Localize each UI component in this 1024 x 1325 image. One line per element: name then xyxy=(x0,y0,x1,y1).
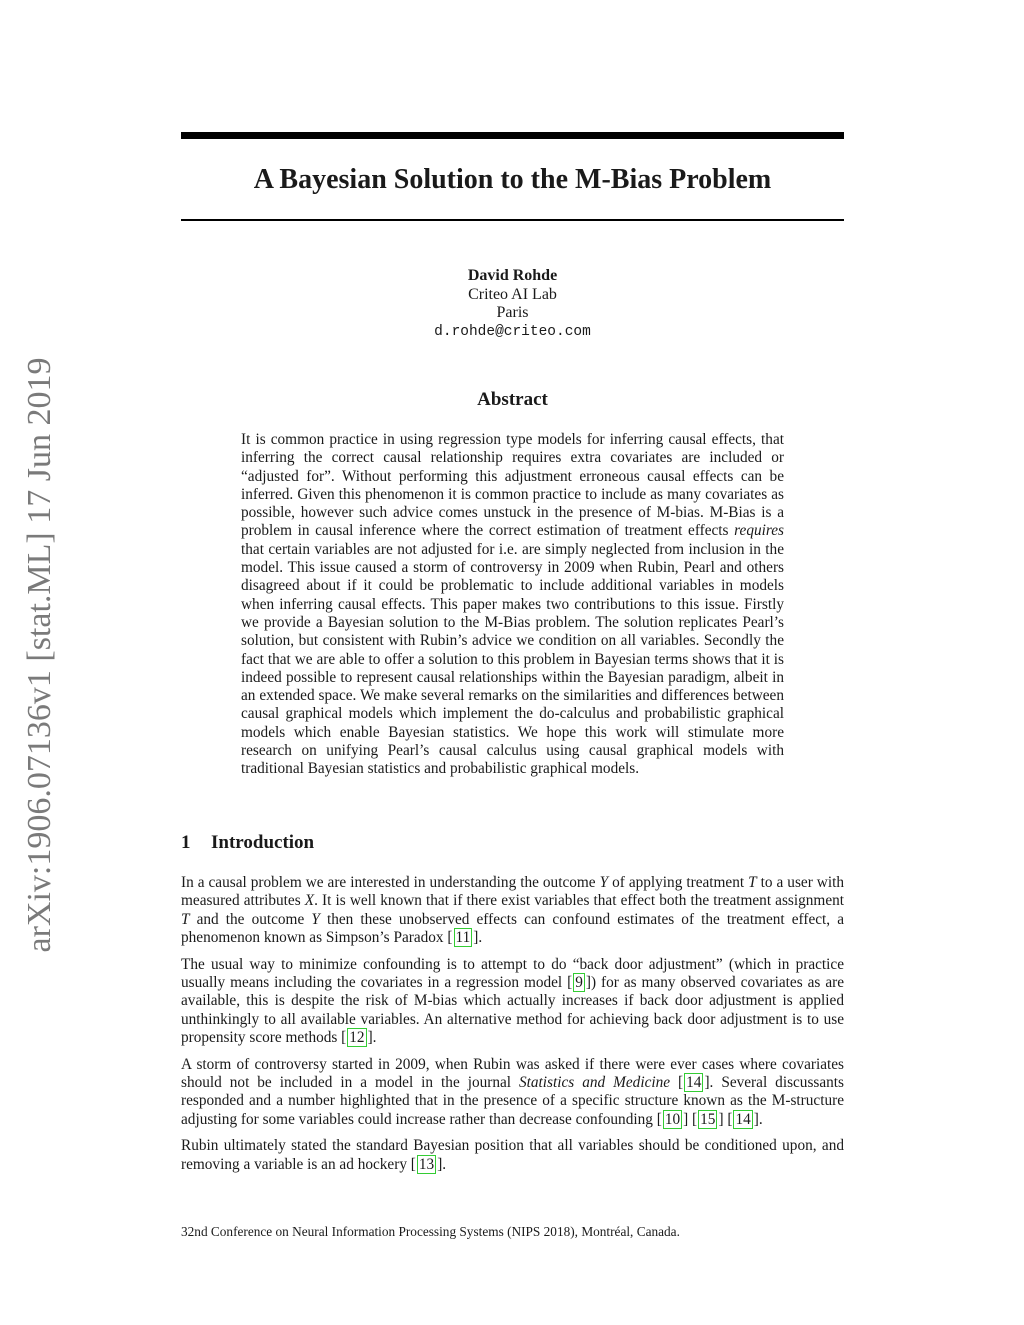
intro-paragraph-4: Rubin ultimately stated the standard Bayesian position that all variables should be conditioned upon, and removing a variable is an ad hockery [ 13 ]. xyxy=(181,1137,844,1173)
citation-link[interactable]: 12 xyxy=(349,1028,365,1046)
abstract-text-part-1: It is common practice in using regression type models for inferring causal effects, that inferring the correct causal relationship requires extra covariates are included or “adjusted for”. Without performing this adjustment erroneous causal effects can be inferred. Given this phenomenon it is common practice to include as many covariates as possible, however such advice comes unstuck in the presence of M-bias. M-Bias is a problem in causal inference where the correct estimation of treatment effects xyxy=(241,431,784,540)
citation-link[interactable]: 14 xyxy=(686,1073,702,1091)
math-var: Y xyxy=(311,910,320,928)
intro-paragraph-2: The usual way to minimize confounding is to attempt to do “back door adjustment” (which in practice usually means including the covariates in a regression model [ 9 ]) for as many observed covariates as are available, this is despite the risk of M-bias which actually increases if back door adjustment is applied unthinkingly to all available variables. An alternative method for achieving back door adjustment is to use propensity score methods [ 12 ]. xyxy=(181,955,844,1046)
title-top-rule xyxy=(181,132,844,139)
citation-link[interactable]: 9 xyxy=(575,973,583,991)
citation-link[interactable]: 14 xyxy=(735,1110,751,1128)
author-email: d.rohde@criteo.com xyxy=(434,323,591,340)
arxiv-identifier: arXiv:1906.07136v1 [stat.ML] 17 Jun 2019 xyxy=(21,357,58,953)
section-number: 1 xyxy=(181,832,191,853)
citation-link[interactable]: 15 xyxy=(700,1110,716,1128)
author-name: David Rohde xyxy=(467,267,558,284)
citation-link[interactable]: 11 xyxy=(455,928,471,946)
abstract-text-part-2: that certain variables are not adjusted for i.e. are simply neglected from inclusion in the model. This issue caused a storm of controversy in 2009 when Rubin, Pearl and others disagreed about if it could be problematic to include additional variables in models when inferring causal effects. This paper makes two contributions to this issue. Firstly we provide a Bayesian solution to the M-Bias problem. The solution replicates Pearl’s solution, but consistent with Rubin’s advice we condition on all variables. Secondly the fact that we are able to offer a solution to this problem in Bayesian terms shows that it is indeed possible to represent causal relationships within the Bayesian paradigm, albeit in an extended space. We make several remarks on the similarities and differences between causal graphical models which implement the do-calculus and probabilistic graphical models which enable Bayesian statistics. We hope this work will stimulate more research on unifying Pearl’s causal calculus using causal graphical models with traditional Bayesian statistics and probabilistic graphical models. xyxy=(241,540,784,778)
author-affiliation: Criteo AI Lab xyxy=(468,285,557,303)
author-block xyxy=(181,267,844,341)
citation-link[interactable]: 10 xyxy=(664,1110,681,1128)
section-heading-introduction xyxy=(181,831,844,855)
math-var: X xyxy=(304,892,315,910)
abstract-text xyxy=(241,431,784,779)
math-var: Y xyxy=(599,874,609,891)
math-var: T xyxy=(181,910,190,928)
paper-title: A Bayesian Solution to the M-Bias Problem xyxy=(253,164,772,195)
math-var: T xyxy=(748,874,757,891)
conference-footnote: 32nd Conference on Neural Information Processing Systems (NIPS 2018), Montréal, Canada. xyxy=(181,1224,680,1239)
intro-paragraph-3: A storm of controversy started in 2009, when Rubin was asked if there were ever cases where covariates should not be included in a model in the journal Statistics and Medicine [ 14 ]. Several discussants responded and a number highlighted that in the presence of a specific structure known as the M-structure adjusting for some variables could increase rather than decrease confounding [ 10 ] [ 15 ] [ 14 ]. xyxy=(181,1055,845,1128)
journal-name: Statistics and Medicine xyxy=(519,1073,671,1091)
abstract-heading: Abstract xyxy=(477,389,548,410)
title-bottom-rule xyxy=(181,219,844,221)
author-city: Paris xyxy=(496,304,529,321)
section-title: Introduction xyxy=(211,832,315,853)
introduction-body xyxy=(181,874,844,1182)
abstract-emphasis: requires xyxy=(734,522,784,540)
intro-paragraph-1: In a causal problem we are interested in understanding the outcome Y of applying treatment T to a user with measured attributes X. It is well known that if there exist variables that effect both the treatment assignment T and the outcome Y then these unobserved effects can confound estimates of the treatment effect, a phenomenon known as Simpson’s Paradox [ 11 ]. xyxy=(181,874,845,946)
citation-link[interactable]: 13 xyxy=(418,1155,435,1173)
